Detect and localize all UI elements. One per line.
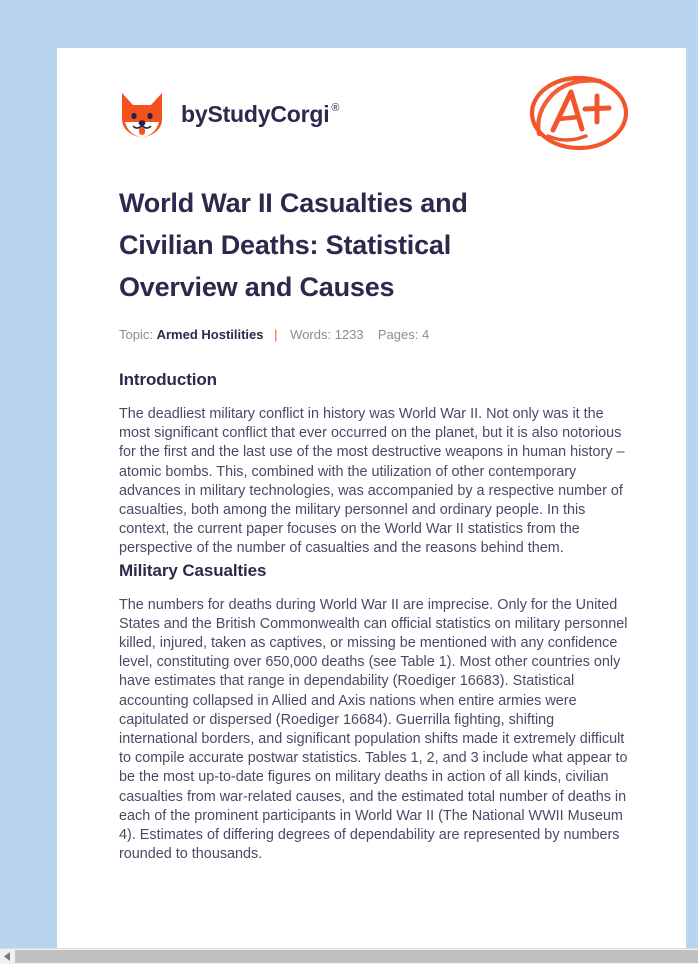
- section-paragraph-military-casualties: The numbers for deaths during World War II are imprecise. Only for the United States and the British Commonwealth can official statistics on military personnel killed, injured, taken as captives, or missing be mentioned with any confidence level, constituting over 650,000 deaths (see Table 1). Most other countries only have estimates that range in dependability (Roediger 16683). Statistical accounting collapsed in Allied and Axis nations when entire armies were capitulated or dispersed (Roediger 16684). Guerrilla fighting, shifting international borders, and significant population shifts made it extremely difficult to compile accurate postwar statistics. Tables 1, 2, and 3 include what appear to be the most up-to-date figures on military deaths in action of all kinds, civilian casualties from war-related causes, and the estimated total number of deaths in each of the prominent participants in World War II (The National WWII Museum 4). Estimates of differing degrees of dependability are represented by numbers rounded to thousands.: [119, 596, 628, 863]
- brand-lockup: [119, 89, 339, 139]
- brand-wordmark: [181, 101, 339, 128]
- document-meta: [119, 327, 633, 342]
- registered-trademark-icon: ®: [331, 101, 340, 114]
- meta-separator: |: [274, 327, 278, 342]
- section-paragraph-introduction: The deadliest military conflict in history was World War II. Not only was it the most significant conflict that ever occurred on the planet, but it is also notorious for the first and the last use of the most destructive weapons in human history – atomic bombs. This, combined with the utilization of other contemporary advances in military technologies, was accompanied by a respective number of casualties, both among the military personnel and ordinary people. In this context, the current paper focuses on the World War II statistics from the perspective of the number of casualties and the reasons behind them.: [119, 406, 625, 557]
- meta-words-label: Words:: [290, 327, 332, 342]
- document-content: [57, 48, 686, 864]
- page-title: World War II Casualties and Civilian Deaths: Statistical Overview and Causes: [119, 188, 468, 302]
- scrollbar-thumb[interactable]: [15, 950, 698, 963]
- corgi-head-icon: [119, 89, 165, 139]
- a-plus-badge-icon: [526, 72, 633, 156]
- section-heading-introduction: Introduction: [119, 370, 217, 389]
- meta-pages-value: 4: [422, 327, 430, 342]
- document-sheet: [57, 48, 686, 948]
- brand-prefix: by: [181, 100, 208, 127]
- scrollbar-track[interactable]: [15, 949, 698, 964]
- brand-name: StudyCorgi: [207, 100, 330, 127]
- meta-topic-value[interactable]: Armed Hostilities: [156, 327, 264, 342]
- meta-pages-label: Pages:: [377, 327, 419, 342]
- section-heading-military-casualties: Military Casualties: [119, 560, 267, 580]
- scrollbar-left-arrow-icon[interactable]: [0, 949, 15, 964]
- meta-words-value: 1233: [334, 327, 364, 342]
- document-header: [119, 68, 633, 160]
- horizontal-scrollbar[interactable]: [0, 948, 698, 964]
- meta-topic-label: Topic:: [119, 327, 153, 342]
